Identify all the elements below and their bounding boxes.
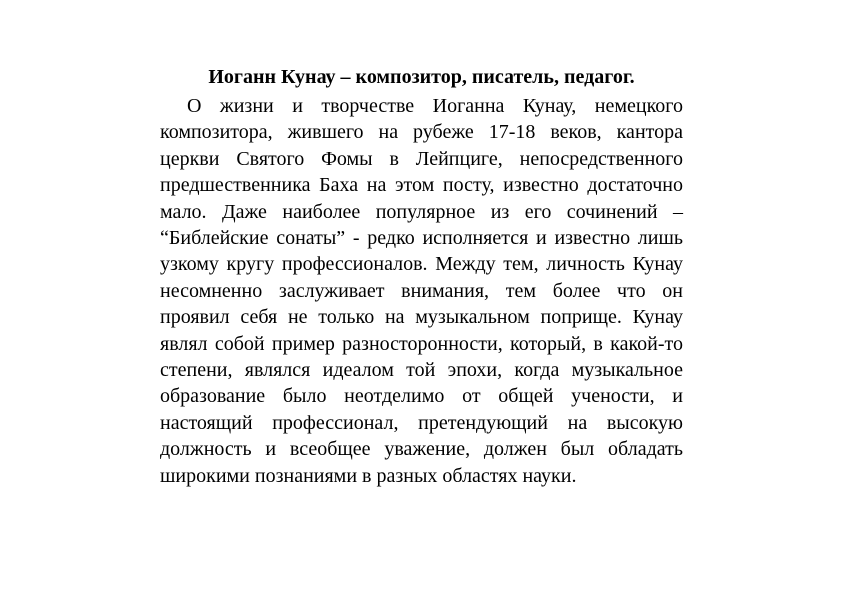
body-paragraph: О жизни и творчестве Иоганна Кунау, немецкого композитора, жившего на рубеже 17-18 веков, кантора церкви Святого Фомы в Лейпциге, непосредственного предшественника Баха на этом посту, известно достаточно мало. Даже наиболее популярное из его сочинений – “Библейские сонаты” - редко исполняется и известно лишь узкому кругу профессионалов. Между тем, личность Кунау несомненно заслуживает внимания, тем более что он проявил себя не только на музыкальном поприще. Кунау являл собой пример разносторонности, который, в какой-то степени, являлся идеалом той эпохи, когда музыкальное образование было неотделимо от общей учености, и настоящий профессионал, претендующий на высокую должность и всеобщее уважение, должен был обладать широкими познаниями в разных областях науки. [160, 95, 683, 487]
document-body [160, 64, 683, 489]
document-title: Иоганн Кунау – композитор, писатель, педагог. [208, 66, 635, 88]
